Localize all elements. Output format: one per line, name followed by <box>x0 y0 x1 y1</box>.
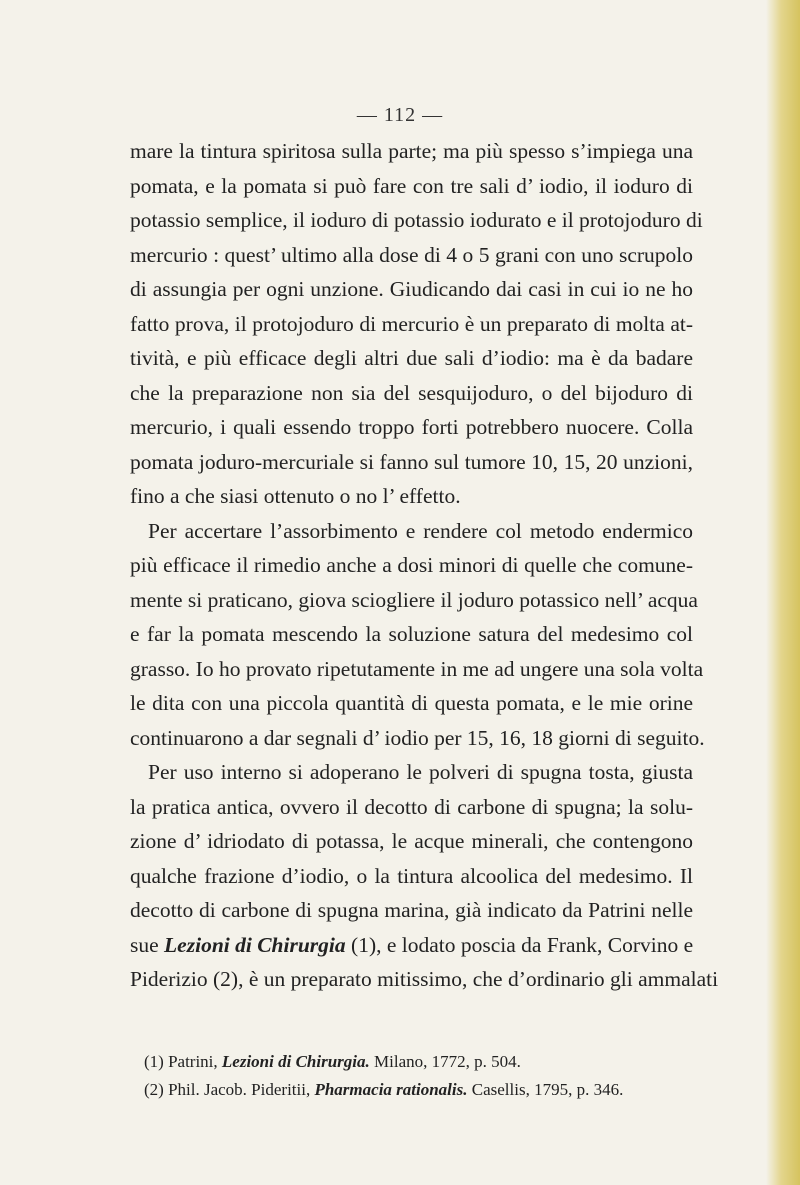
body-text <box>130 134 719 997</box>
text-line: mente si praticano, giova sciogliere il joduro potassico nell’ acqua <box>130 587 698 612</box>
text-line: la pratica antica, ovvero il decotto di carbone di spugna; la solu- <box>130 794 693 819</box>
footnote <box>144 1048 704 1076</box>
text-line: qualche frazione d’iodio, o la tintura alcoolica del medesimo. Il <box>130 863 693 888</box>
text-line: Per uso interno si adoperano le polveri di spugna tosta, giusta <box>148 760 693 784</box>
text-line: più efficace il rimedio anche a dosi minori di quelle che comune- <box>130 553 693 577</box>
footnotes <box>144 1048 704 1104</box>
text-line: di assungia per ogni unzione. Giudicando dai casi in cui io ne ho <box>130 277 693 301</box>
text-line <box>130 928 693 963</box>
text-line: potassio semplice, il ioduro di potassio iodurato e il protojoduro di <box>130 208 703 232</box>
text-span: (1) Patrini, <box>144 1052 222 1071</box>
text-span: (1), e lodato poscia da Frank, Corvino e <box>345 932 694 957</box>
text-line: decotto di carbone di spugna marina, già indicato da Patrini nelle <box>130 898 693 922</box>
text-line: fino a che siasi ottenuto o no l’ effetto. <box>130 484 461 508</box>
text-line: fatto prova, il protojoduro di mercurio è un preparato di molta at- <box>130 311 693 336</box>
text-line: zione d’ idriodato di potassa, le acque minerali, che contengono <box>130 829 693 853</box>
text-line: Per accertare l’assorbimento e rendere col metodo endermico <box>148 518 693 543</box>
text-line: mercurio, i quali essendo troppo forti potrebbero nuocere. Colla <box>130 415 693 439</box>
page-number: — 112 — <box>356 104 444 126</box>
text-line: grasso. Io ho provato ripetutamente in me ad ungere una sola volta <box>130 656 704 681</box>
text-line: Piderizio (2), è un preparato mitissimo, che d’ordinario gli ammalati <box>130 967 719 991</box>
text-line: che la preparazione non sia del sesquijoduro, o del bijoduro di <box>130 380 693 405</box>
text-line: le dita con una piccola quantità di questa pomata, e le mie orine <box>130 691 693 715</box>
text-line: tività, e più efficace degli altri due sali d’iodio: ma è da badare <box>130 346 693 370</box>
book-title: Lezioni di Chirurgia. <box>221 1052 370 1071</box>
text-line: pomata joduro-mercuriale si fanno sul tumore 10, 15, 20 unzioni, <box>130 449 693 474</box>
text-line: pomata, e la pomata si può fare con tre sali d’ iodio, il ioduro di <box>130 173 693 198</box>
text-line: e far la pomata mescendo la soluzione satura del medesimo col <box>130 622 693 646</box>
text-span: sue <box>130 932 165 957</box>
text-span: Casellis, 1795, p. 346. <box>467 1080 624 1099</box>
text-line: mercurio : quest’ ultimo alla dose di 4 o 5 grani con uno scrupolo <box>130 242 693 267</box>
footnote <box>144 1076 704 1104</box>
text-span: Milano, 1772, p. 504. <box>369 1052 521 1071</box>
book-title: Pharmacia rationalis. <box>314 1080 468 1099</box>
page-edge-shadow <box>766 0 800 1185</box>
text-line: continuarono a dar segnali d’ iodio per 15, 16, 18 giorni di seguito. <box>130 725 705 750</box>
text-line: mare la tintura spiritosa sulla parte; ma più spesso s’impiega una <box>130 139 693 163</box>
text-span: (2) Phil. Jacob. Pideritii, <box>144 1080 315 1099</box>
book-title: Lezioni di Chirurgia <box>164 932 346 957</box>
